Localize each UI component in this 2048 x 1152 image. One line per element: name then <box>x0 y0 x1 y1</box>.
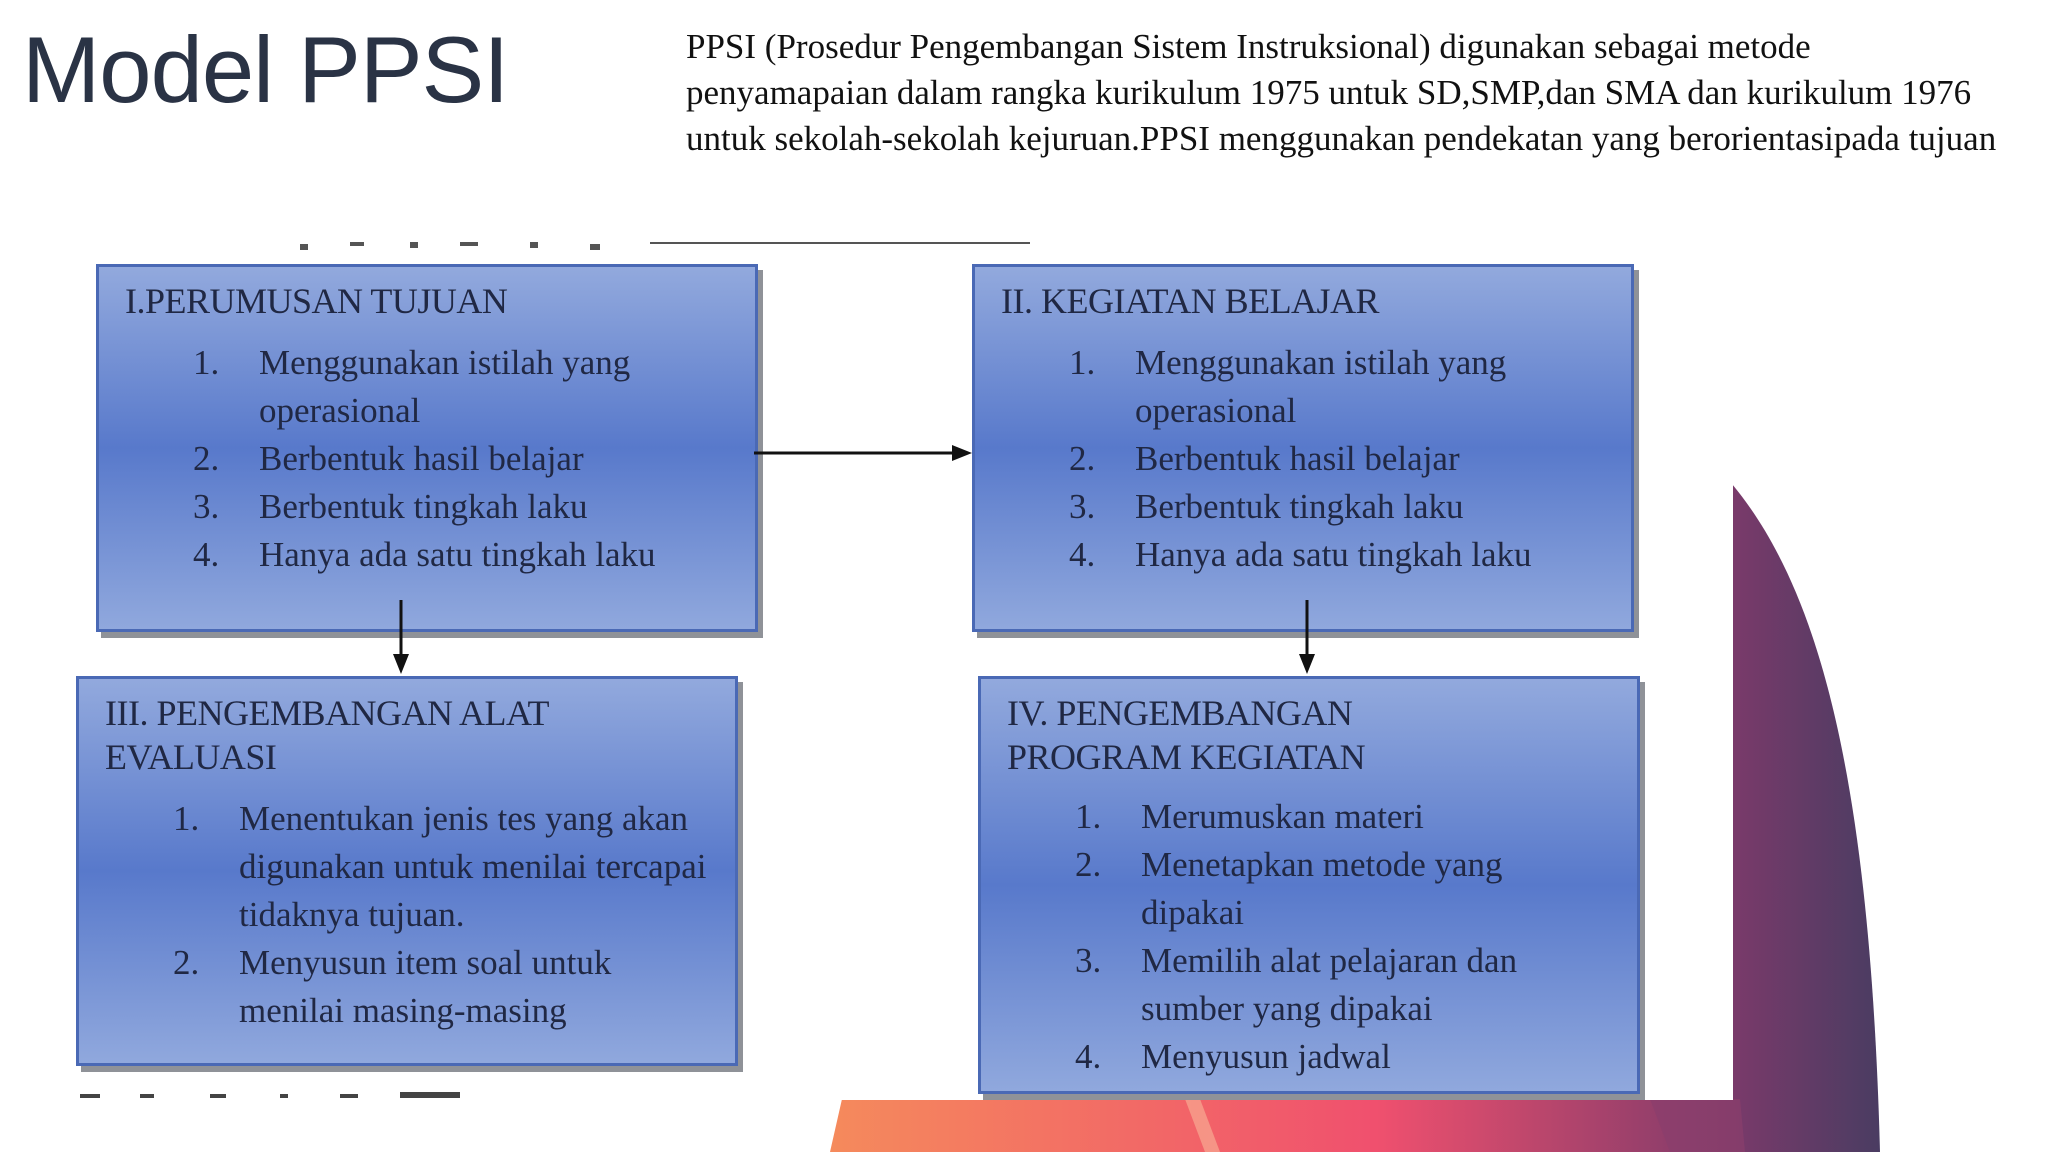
list-text: Berbentuk tingkah laku <box>1135 487 1464 526</box>
list-number: 2. <box>193 439 220 478</box>
list-number: 3. <box>1075 941 1102 980</box>
list-item <box>981 841 1637 937</box>
list-text: Berbentuk hasil belajar <box>259 439 584 478</box>
arrow-down-left <box>386 600 416 676</box>
list-text: Hanya ada satu tingkah laku <box>1135 535 1532 574</box>
list-number: 1. <box>1075 797 1102 836</box>
list-item <box>79 939 735 1035</box>
list-number: 2. <box>173 943 200 982</box>
box-title: II. KEGIATAN BELAJAR <box>1001 281 1380 321</box>
scan-artifact <box>80 1086 580 1100</box>
list-number: 4. <box>193 535 220 574</box>
list-item <box>981 793 1637 841</box>
list-item <box>975 483 1631 531</box>
list-item <box>99 483 755 531</box>
list-item <box>99 435 755 483</box>
list-number: 2. <box>1069 439 1096 478</box>
box-kegiatan-belajar <box>972 264 1634 632</box>
list-item <box>99 339 755 435</box>
list-item <box>975 531 1631 579</box>
list-text: Berbentuk tingkah laku <box>259 487 588 526</box>
decorative-shape-bottom <box>0 1095 2048 1152</box>
ppsi-diagram <box>60 228 1733 1100</box>
list-number: 3. <box>1069 487 1096 526</box>
box-perumusan-tujuan <box>96 264 758 632</box>
list-text: Memilih alat pelajaran dan sumber yang dipakai <box>1141 941 1518 1028</box>
list-text: Hanya ada satu tingkah laku <box>259 535 656 574</box>
list-item <box>79 795 735 939</box>
list-text: Menyusun jadwal <box>1141 1037 1391 1076</box>
list-text: Menetapkan metode yang dipakai <box>1141 845 1503 932</box>
slide-title: Model PPSI <box>22 17 509 122</box>
box-title: III. PENGEMBANGAN ALAT EVALUASI <box>105 693 549 777</box>
decorative-shape-right <box>1700 480 2048 1152</box>
list-text: Merumuskan materi <box>1141 797 1424 836</box>
list-number: 4. <box>1069 535 1096 574</box>
list-number: 3. <box>193 487 220 526</box>
arrow-right <box>754 438 974 468</box>
box-title: IV. PENGEMBANGAN PROGRAM KEGIATAN <box>1007 693 1366 777</box>
list-item <box>981 1033 1637 1081</box>
scan-artifact <box>230 228 1130 252</box>
list-text: Menggunakan istilah yang operasional <box>259 343 631 430</box>
list-item <box>981 937 1637 1033</box>
list-number: 4. <box>1075 1037 1102 1076</box>
list-item <box>975 339 1631 435</box>
list-text: Menentukan jenis tes yang akan digunakan untuk menilai tercapai tidaknya tujuan. <box>239 799 707 934</box>
list-text: Menggunakan istilah yang operasional <box>1135 343 1507 430</box>
slide-description: PPSI (Prosedur Pengembangan Sistem Instruksional) digunakan sebagai metode penyamapaian dalam rangka kurikulum 1975 untuk SD,SMP,dan SMA dan kurikulum 1976 untuk sekolah-sekolah kejuruan.PPSI menggunakan pendekatan yang berorientasipada tujuan <box>686 27 1997 158</box>
arrow-down-right <box>1292 600 1322 676</box>
box-pengembangan-program-kegiatan <box>978 676 1640 1094</box>
list-number: 1. <box>173 799 200 838</box>
list-text: Berbentuk hasil belajar <box>1135 439 1460 478</box>
list-number: 1. <box>193 343 220 382</box>
list-number: 2. <box>1075 845 1102 884</box>
box-pengembangan-alat-evaluasi <box>76 676 738 1066</box>
list-item <box>975 435 1631 483</box>
box-title: I.PERUMUSAN TUJUAN <box>125 281 508 321</box>
list-number: 1. <box>1069 343 1096 382</box>
list-text: Menyusun item soal untuk menilai masing-masing <box>239 943 612 1030</box>
list-item <box>99 531 755 579</box>
